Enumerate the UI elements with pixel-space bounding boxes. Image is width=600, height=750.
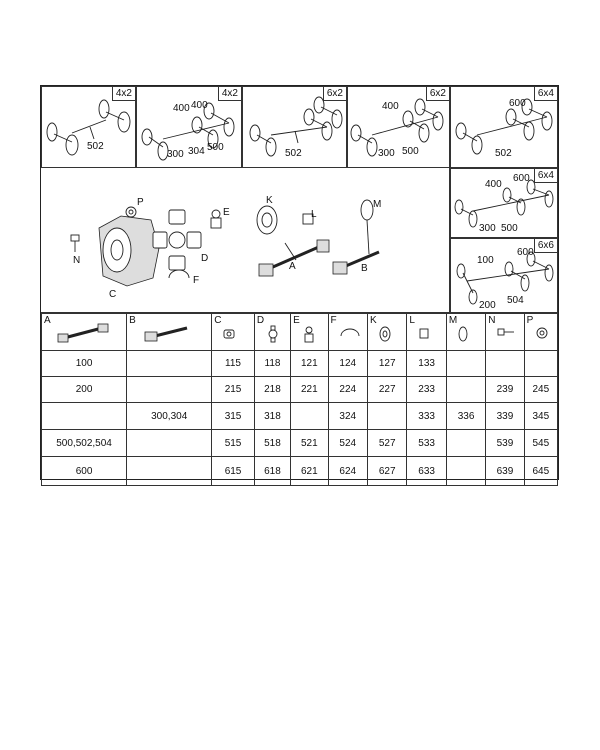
axle-drawing-icon [451,239,559,314]
position-number: 502 [87,141,104,152]
position-number: 500 [402,146,419,157]
table-cell: 521 [291,430,328,457]
table-cell: 239 [486,377,524,403]
exploded-view [41,168,450,313]
table-cell: 315 [212,403,255,430]
part-thumbnail-icon [222,326,238,345]
config-frame-5 [450,86,558,168]
table-cell: 339 [486,403,524,430]
table-cell [446,351,485,377]
table-cell: 639 [486,457,524,486]
table-cell: 233 [407,377,446,403]
config-tag: 4x2 [112,87,135,101]
position-number: 500 [207,142,224,153]
config-tag: 6x2 [323,87,346,101]
position-number: 504 [507,295,524,306]
table-cell: 215 [212,377,255,403]
table-cell: 624 [328,457,367,486]
position-number: 300 [167,149,184,160]
table-cell: 615 [212,457,255,486]
table-cell: 539 [486,430,524,457]
axle-drawing-icon [348,87,451,169]
column-header [407,314,446,351]
table-cell [367,403,406,430]
part-thumbnail-icon [265,326,281,345]
table-cell: 600 [42,457,127,486]
position-number: 600 [509,98,526,109]
table-cell: 124 [328,351,367,377]
part-thumbnail-icon [535,326,549,343]
table-cell: 333 [407,403,446,430]
part-label: F [193,275,200,286]
table-cell: 218 [254,377,290,403]
table-cell [291,403,328,430]
table-cell [446,377,485,403]
position-number: 502 [285,148,302,159]
table-cell: 221 [291,377,328,403]
table-row [42,457,558,486]
config-tag: 6x6 [534,239,557,253]
part-thumbnail-icon [339,326,361,341]
position-number: 300 [479,223,496,234]
table-cell: 527 [367,430,406,457]
table-cell: 621 [291,457,328,486]
table-cell: 336 [446,403,485,430]
table-cell: 345 [524,403,557,430]
table-cell [42,403,127,430]
part-label: M [373,199,382,210]
column-letter: L [409,315,415,326]
position-number: 400 [382,101,399,112]
part-thumbnail-icon [378,326,392,345]
column-letter: N [488,315,496,326]
config-frame-1 [41,86,136,168]
column-header [254,314,290,351]
table-cell: 127 [367,351,406,377]
table-cell [524,351,557,377]
table-header-row [42,314,558,351]
position-number: 300 [378,148,395,159]
table-cell: 518 [254,430,290,457]
position-number: 400 [485,179,502,190]
position-number: 502 [495,148,512,159]
table-cell: 100 [42,351,127,377]
part-label: E [223,207,230,218]
table-cell: 200 [42,377,127,403]
table-cell: 224 [328,377,367,403]
table-cell: 118 [254,351,290,377]
part-thumbnail-icon [56,322,112,347]
part-label: P [137,197,144,208]
table-cell: 245 [524,377,557,403]
column-letter: P [526,315,534,326]
config-tag: 4x2 [218,87,241,101]
part-label: K [266,195,273,206]
column-header [328,314,367,351]
config-tag: 6x4 [534,87,557,101]
part-thumbnail-icon [301,326,317,347]
part-label: C [109,289,117,300]
parts-table [41,313,558,486]
table-row [42,377,558,403]
column-header [524,314,557,351]
part-thumbnail-icon [417,326,431,343]
column-header [486,314,524,351]
config-frame-7 [450,238,558,313]
table-cell: 324 [328,403,367,430]
part-thumbnail-icon [141,322,197,347]
position-number: 200 [479,300,496,311]
position-number: 500 [501,223,518,234]
table-cell: 133 [407,351,446,377]
column-header [367,314,406,351]
column-letter: A [44,315,51,326]
part-thumbnail-icon [457,326,469,345]
config-frame-6 [450,168,558,238]
part-label: A [289,261,296,272]
column-letter: F [330,315,337,326]
table-cell [127,377,212,403]
column-letter: K [369,315,377,326]
exploded-parts-drawing-icon [41,168,450,313]
column-letter: B [129,315,136,326]
table-cell: 227 [367,377,406,403]
column-letter: M [448,315,458,326]
table-cell: 645 [524,457,557,486]
column-letter: E [293,315,300,326]
table-cell: 533 [407,430,446,457]
table-cell [127,351,212,377]
part-label: D [201,253,209,264]
table-cell: 633 [407,457,446,486]
position-number: 400 [173,103,190,114]
table-row [42,403,558,430]
table-cell: 618 [254,457,290,486]
position-number: 400 [191,100,208,111]
column-letter: D [256,315,265,326]
table-row [42,430,558,457]
part-label: B [361,263,368,274]
table-cell: 300,304 [127,403,212,430]
table-cell: 515 [212,430,255,457]
column-header [212,314,255,351]
column-letter: C [214,315,222,326]
position-number: 600 [513,173,530,184]
part-label: N [73,255,81,266]
config-frame-4 [347,86,450,168]
config-tag: 6x4 [534,169,557,183]
table-cell [446,457,485,486]
table-cell [486,351,524,377]
position-number: 600 [517,247,534,258]
table-cell: 627 [367,457,406,486]
column-header [127,314,212,351]
table-cell: 121 [291,351,328,377]
table-cell [127,457,212,486]
column-header [291,314,328,351]
part-label: L [311,209,317,220]
position-number: 304 [188,146,205,157]
table-cell: 115 [212,351,255,377]
config-frame-3 [242,86,347,168]
axle-drawing-icon [42,87,137,169]
table-cell [446,430,485,457]
table-row [42,351,558,377]
config-frame-2 [136,86,242,168]
column-header [42,314,127,351]
table-cell: 500,502,504 [42,430,127,457]
table-cell [127,430,212,457]
column-header [446,314,485,351]
table-cell: 318 [254,403,290,430]
parts-diagram-sheet [40,85,559,480]
part-thumbnail-icon [496,326,516,343]
position-number: 100 [477,255,494,266]
config-tag: 6x2 [426,87,449,101]
table-cell: 545 [524,430,557,457]
table-cell: 524 [328,430,367,457]
